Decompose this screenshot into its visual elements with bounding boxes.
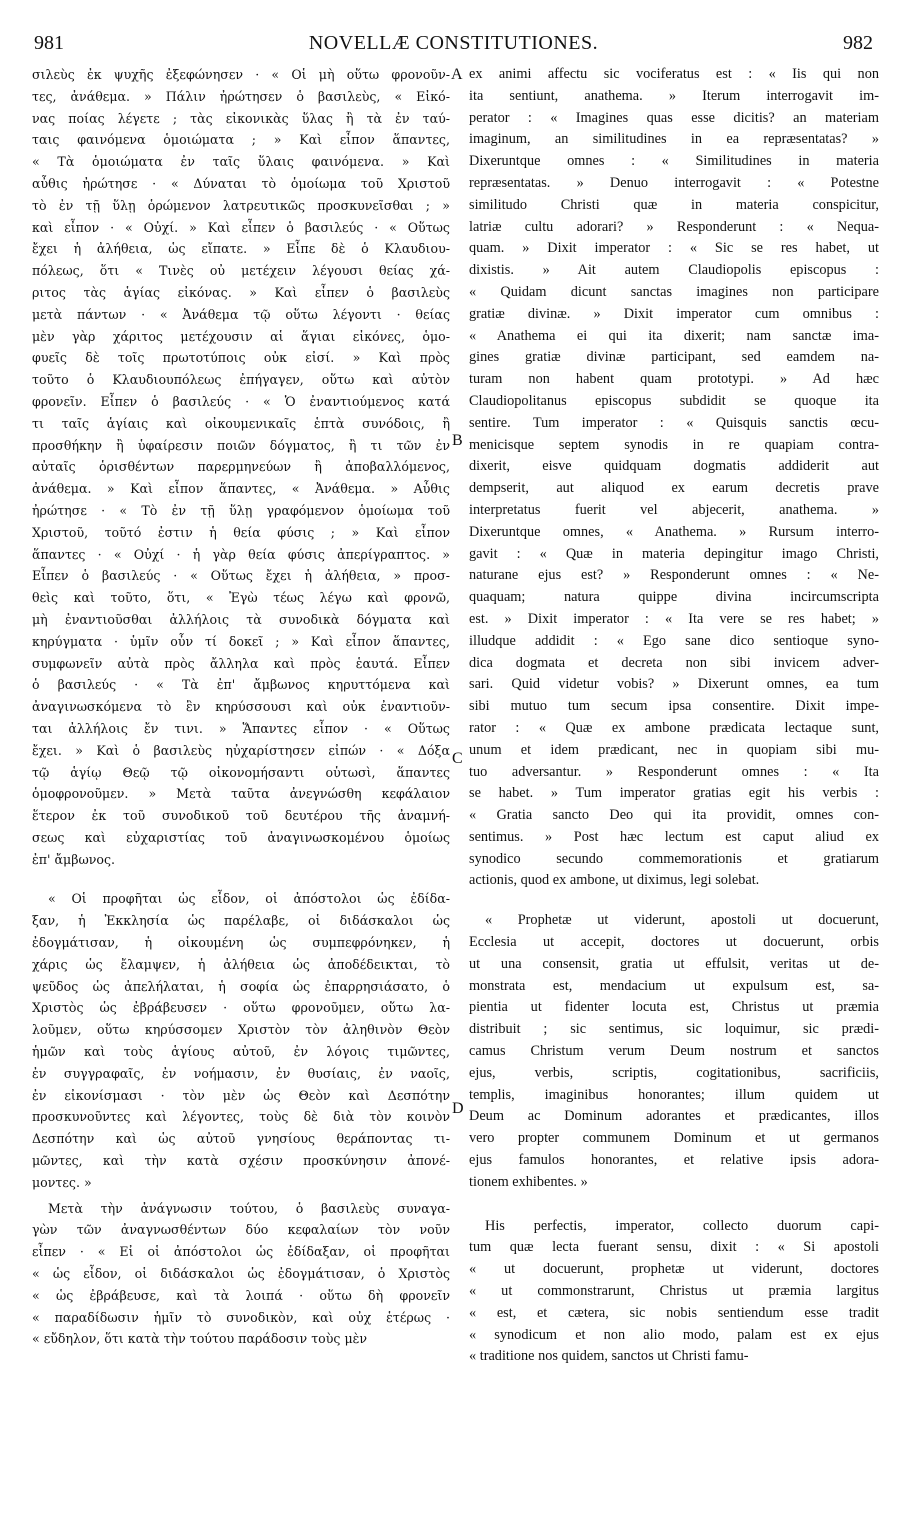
text-line: προσκυνοῦντες καὶ λέγοντες, τοὺς δὲ διὰ τὸν κοινὸν — [32, 1109, 450, 1125]
text-line: vero propter communem Dominum et ut germanos — [469, 1130, 879, 1147]
latin-column — [469, 64, 879, 1368]
text-line: Dixeruntque omnes : « Similitudines in materia — [469, 153, 879, 170]
text-line: dica dogmata et decreta non sibi invicem adver- — [469, 654, 879, 671]
text-line: σεως καὶ εὐχαριστίας τοῦ ἀναγινωσκομένου ὁμοίως — [32, 829, 450, 845]
text-line: μετὰ πάντων · « Ἀνάθεμα τῷ οὕτω λέγοντι · θείας — [32, 306, 450, 322]
text-line: ταις φαινόμενα ὁμοιώματα ; » Καὶ εἶπον ἅπαντες, — [32, 132, 450, 148]
margin-letter-b: B — [452, 432, 463, 449]
latin-paragraph — [469, 910, 879, 1193]
text-line: interpretatus fuerit vel abjecerit, anathema. » — [469, 501, 879, 518]
text-line: εἶπεν · « Εἰ οἱ ἀπόστολοι ὡς ἐδίδαξαν, οἱ προφῆται — [32, 1244, 450, 1260]
text-line: « ut docuerunt, prophetæ ut viderunt, doctores — [469, 1261, 879, 1278]
text-line: ριτος τὰς ἁγίας εἰκόνας. » Καὶ εἶπεν ὁ βασιλεὺς — [32, 284, 450, 300]
text-line: ἐπ' ἄμβωνος. — [32, 851, 116, 867]
text-line: sibi mutuo tum secum ipsa consentire. Dixit impe- — [469, 698, 879, 715]
latin-paragraph — [469, 64, 879, 892]
text-line: His perfectis, imperator, collecto duorum capi- — [485, 1217, 879, 1234]
text-line: Μετὰ τὴν ἀνάγνωσιν τούτου, ὁ βασιλεὺς συναγα- — [48, 1200, 450, 1216]
text-line: καὶ εἶπον · « Οὐχί. » Καὶ εἶπεν ὁ βασιλεύς · « Οὕτως — [32, 219, 450, 235]
text-line: αὐταῖς ὁρισθέντων παρερμηνεύων ἢ ἀποβαλλόμενος, — [32, 459, 450, 475]
latin-paragraph — [469, 1216, 879, 1369]
text-line: ται ἀλλήλοις ἔν τινι. » Ἅπαντες εἶπον · « Οὕτως — [32, 720, 450, 736]
text-line: illudque addidit : « Ego sane dico sentioque syno- — [469, 632, 879, 649]
text-line: synodico secundo commemorationis et gratiarum — [469, 850, 879, 867]
text-line: sentimus. » Post hæc lectum est caput aliud ex — [469, 828, 879, 845]
text-line: camus Christum verum Deum nostrum et sanctos — [469, 1043, 879, 1060]
text-line: τι ταῖς ἁγίαις καὶ οἰκουμενικαῖς ἑπτὰ συνόδοις, ἢ — [32, 415, 450, 431]
margin-letter-d: D — [452, 1100, 464, 1117]
page-header — [34, 32, 873, 62]
text-line: ἔχει. » Καὶ ὁ βασιλεὺς ηὐχαρίστησεν εἰπών · « Δόξα — [32, 742, 450, 758]
text-line: « παραδίδωσιν ἡμῖν τὸ συνοδικὸν, καὶ οὐχ ἑτέρως · — [32, 1309, 450, 1325]
text-line: ἐν συγγραφαῖς, ἐν νοήμασιν, ἐν θυσίαις, ἐν ναοῖς, — [32, 1065, 450, 1081]
text-line: Claudiopolitanus episcopus subdidit se quoque ita — [469, 392, 879, 409]
text-line: « traditione nos quidem, sanctos ut Christi famu- — [469, 1348, 749, 1365]
text-line: ut una consensit, gratia ut effulsit, veritas ut de- — [469, 955, 879, 972]
text-line: Δεσπότην καὶ ὡς αὐτοῦ γνησίους θεράποντας τι- — [32, 1131, 450, 1147]
text-line: χάρις ὡς ἔλαμψεν, ἡ ἀλήθεια ὡς ἀποδέδεικται, τὸ — [32, 956, 450, 972]
text-line: « Anathema ei qui ita dixerit; nam sanctæ ima- — [469, 327, 879, 344]
text-line: μοντες. » — [32, 1174, 92, 1190]
text-line: Deum ac Dominum adorantes et prædicantes, illos — [469, 1108, 879, 1125]
text-line: imaginum, an similitudines in ea repræsentatas? » — [469, 131, 879, 148]
text-line: Ecclesia ut accepit, doctores ut docuerunt, orbis — [469, 934, 879, 951]
text-line: φυεῖς δὲ τοῖς πρωτοτύποις οὐκ εἰσί. » Καὶ πρὸς — [32, 350, 450, 366]
text-line: latriæ cultu adorari? » Responderunt : « Nequa- — [469, 218, 879, 235]
text-line: actionis, quod ex ambone, ut diximus, legi solebat. — [469, 872, 760, 889]
text-line: ψεῦδος ὡς ἀπελήλαται, ἡ σοφία ὡς ἐπαρρησιάσατο, ὁ — [32, 978, 450, 994]
text-line: « Τὰ ὁμοιώματα ἐν ταῖς ὕλαις φαινόμενα. » Καὶ — [32, 154, 450, 170]
text-line: γὼν τῶν ἀναγνωσθέντων δύο κεφαλαίων τὸν νοῦν — [32, 1222, 450, 1238]
text-line: κηρύγματα · ὑμῖν οὖν τί δοκεῖ ; » Καὶ εἶπον ἅπαντες, — [32, 633, 450, 649]
text-line: pientia ut fidenter locuta est, Christus ut præmia — [469, 999, 879, 1016]
text-line: Χριστὸς ὡς ἐβράβευσεν · οὕτω φρονοῦμεν, οὕτω λα- — [32, 1000, 450, 1016]
text-line: unum et idem prædicant, nec in quopiam sibi mu- — [469, 741, 879, 758]
text-line: ex animi affectu sic vociferatus est : « Iis qui non — [469, 66, 879, 82]
text-line: gavit : « Quæ in materia depingitur imago Christi, — [469, 545, 879, 562]
text-line: dempserit, aut aliquod ex earum decretis prave — [469, 480, 879, 497]
text-line: dixistis. » Ait autem Claudiopolis episcopus : — [469, 262, 879, 279]
text-line: θεὶς καὶ τοῦτο, ὅτι, « Ἐγὼ τέως λέγω καὶ φρονῶ, — [32, 590, 450, 606]
text-line: « synodicum et non alio modo, palam est ex ejus — [469, 1326, 879, 1343]
text-line: ἡμῶν καὶ τοὺς ἁγίους αὐτοῦ, ἐν λόγοις τιμῶντες, — [32, 1044, 450, 1060]
text-line: tum quæ lecta fuerant sensu, dixit : « Si apostoli — [469, 1239, 879, 1256]
text-line: τὸ ἐν τῇ ὕλῃ ὁρώμενον λατρευτικῶς προσκυνεῖσθαι ; » — [32, 197, 450, 213]
page-number-left: 981 — [34, 32, 64, 54]
text-line: distribuit ; sic sentimus, sic loquimur, sic prædi- — [469, 1021, 879, 1038]
text-line: tuo adversantur. » Responderunt omnes : « Ita — [469, 763, 879, 780]
text-line: μὲν γὰρ χάριτος μετέχουσιν αἱ ἅγιαι εἰκόνες, ὁμο- — [32, 328, 450, 344]
text-line: ἠρώτησε · « Τὸ ἐν τῇ ὕλῃ γραφόμενον ὁμοίωμα τοῦ — [32, 502, 450, 518]
text-line: φρονεῖν. Εἶπεν ὁ βασιλεύς · « Ὁ ἐναντιούμενος κατά — [32, 393, 450, 409]
text-line: turam non habent quam prototypi. » Ad hæc — [469, 371, 879, 388]
margin-letter-a: A — [451, 66, 463, 83]
text-line: est. » Dixit imperator : « Ita vere se res habet; » — [469, 610, 879, 627]
text-line: quam. » Dixit imperator : « Sic se res habet, ut — [469, 240, 879, 257]
text-line: αὖθις ἠρώτησε · « Δύναται τὸ ὁμοίωμα τοῦ Χριστοῦ — [32, 175, 450, 191]
text-line: ἐδογμάτισαν, ἡ οἰκουμένη ὡς συμπεφρόνηκεν, ἡ — [32, 935, 450, 951]
text-line: « ut commonstrarunt, Christus ut præmia largitus — [469, 1283, 879, 1300]
text-line: menicisque septem synodis in re quapiam contra- — [469, 436, 879, 453]
text-line: σιλεὺς ἐκ ψυχῆς ἐξεφώνησεν · « Οἱ μὴ οὕτω φρονοῦν- — [32, 67, 450, 82]
text-line: Χριστοῦ, τοῦτό ἐστιν ἡ θεία φύσις ; » Καὶ εἶπον — [32, 524, 450, 540]
page-number-right: 982 — [843, 32, 873, 54]
text-line: perator : « Imagines quas esse dicitis? an materiam — [469, 109, 879, 126]
text-line: « Οἱ προφῆται ὡς εἶδον, οἱ ἀπόστολοι ὡς ἐδίδα- — [48, 891, 450, 907]
text-line: sari. Quid videtur vobis? » Dixerunt omnes, ea tum — [469, 676, 879, 693]
text-line: quaquam; natura quippe divina incircumscripta — [469, 589, 879, 606]
text-line: ὁμοφρονοῦμεν. » Μετὰ ταῦτα ἀνεγνώσθη κεφάλαιον — [32, 786, 450, 802]
text-line: ita sentiunt, anathema. » Iterum interrogavit im- — [469, 87, 879, 104]
text-line: « εὔδηλον, ὅτι κατὰ τὴν τούτου παράδοσιν τοὺς μὲν — [32, 1331, 368, 1347]
text-line: ξαν, ἡ Ἐκκλησία ὡς παρέλαβε, οἱ διδάσκαλοι ὡς — [32, 913, 450, 929]
text-line: naturane ejus est? » Responderunt omnes : « Ne- — [469, 567, 879, 584]
text-line: « Gratia sancto Deo qui ita providit, omnes con- — [469, 807, 879, 824]
greek-paragraph — [32, 1198, 450, 1351]
text-line: « Prophetæ ut viderunt, apostoli ut docuerunt, — [485, 912, 879, 929]
text-line: monstrata est, mendacium ut expulsum est, sa- — [469, 977, 879, 994]
text-line: dixerit, eisve quidquam dogmatis addiderit aut — [469, 458, 879, 475]
text-line: « Quidam dicunt sanctas imagines non participare — [469, 283, 879, 300]
running-title: NOVELLÆ CONSTITUTIONES. — [308, 32, 599, 54]
text-line: ejus, verbis, scriptis, cogitationibus, sacrificiis, — [469, 1064, 879, 1081]
text-line: ejus famulos honorantes, et relative ipsis adora- — [469, 1152, 879, 1169]
text-line: se habet. » Tum imperator gratias egit his verbis : — [469, 785, 879, 802]
text-line: μῶντες, καὶ τὴν κατὰ σχέσιν προσκύνησιν ἀπονέ- — [32, 1153, 450, 1169]
greek-paragraph — [32, 888, 450, 1193]
text-line: « est, et cætera, sic nobis sentiendum esse tradit — [469, 1304, 879, 1321]
text-line: gratiæ divinæ. » Dixit imperator cum omnibus : — [469, 305, 879, 322]
text-line: νας ποίας λέγετε ; τὰς εἰκονικὰς ὕλας ἢ τὰ ἐν ταύ- — [32, 110, 450, 126]
text-line: μὴ ἐναντιοῦσθαι ἀλλήλοις τὰ συνοδικὰ δόγματα καὶ — [32, 611, 450, 627]
text-line: προσθήκην ἢ ὑφαίρεσιν ποιῶν δόγματος, ἢ τι τῶν ἐν — [32, 437, 450, 453]
text-line: Dixeruntque omnes, « Anathema. » Rursum interro- — [469, 523, 879, 540]
text-line: gines gratiæ divinæ participant, sed eamdem na- — [469, 349, 879, 366]
greek-paragraph — [32, 64, 450, 870]
text-line: ἔχει ἡ ἀλήθεια, ὡς εἴπατε. » Εἶπε δὲ ὁ Κλαυδιου- — [32, 241, 450, 257]
text-line: ἀναγινωσκόμενα τὸ ἓν κηρύσσουσι καὶ οὐκ ἐναντιοῦν- — [32, 699, 450, 715]
text-line: τῷ ἁγίῳ Θεῷ τῷ οἰκονομήσαντι οὑτωσὶ, ἅπαντες — [32, 764, 450, 780]
text-line: tionem exhibentes. » — [469, 1173, 588, 1190]
text-line: τοῦτο ὁ Κλαυδιουπόλεως ἐπήγαγεν, οὕτω καὶ αὐτὸν — [32, 372, 450, 388]
text-line: τες, ἀνάθεμα. » Πάλιν ἠρώτησεν ὁ βασιλεὺς, « Εἰκό- — [32, 88, 450, 104]
text-line: « ὡς ἐβράβευσε, καὶ τὰ λοιπά · οὕτω δὴ φρονεῖν — [32, 1287, 450, 1303]
text-line: πόλεως, ὅτι « Τινὲς οὐ μετέχειν λέγουσι θείας χά- — [32, 263, 450, 279]
text-line: συμφωνεῖν αὐτὰ πρὸς ἄλληλα καὶ πρὸς ἑαυτά. Εἶπεν — [32, 655, 450, 671]
text-line: templis, imaginibus honorantes; illum quidem ut — [469, 1086, 879, 1103]
text-line: ἀνάθεμα. » Καὶ εἶπον ἅπαντες, « Ἀνάθεμα. » Αὖθις — [32, 481, 450, 497]
text-line: ὁ βασιλεύς · « Τὰ ἐπ' ἄμβωνος κηρυττόμενα καὶ — [32, 677, 450, 693]
text-line: ἅπαντες · « Οὐχί · ἡ γὰρ θεία φύσις ἀπερίγραπτος. » — [32, 546, 450, 562]
text-line: ἕτερον ἐκ τοῦ συνοδικοῦ τοῦ δευτέρου τῆς ἀναμνή- — [32, 808, 450, 824]
margin-letter-c: C — [452, 750, 463, 767]
text-line: ἐν εἰκονίσμασι · τὸν μὲν ὡς Θεὸν καὶ Δεσπότην — [32, 1087, 450, 1103]
greek-column — [32, 64, 450, 1350]
text-line: repræsentatas. » Denuo interrogavit : « Potestne — [469, 174, 879, 191]
text-line: similitudo Christi quæ in materia conspicitur, — [469, 196, 879, 213]
text-line: rator : « Quæ ex ambone prædicata lectaque sunt, — [469, 719, 879, 736]
text-line: λοῦμεν, οὕτω κηρύσσομεν Χριστὸν τὸν ἀληθινὸν Θεὸν — [32, 1022, 450, 1038]
text-line: « ὡς εἶδον, οἱ διδάσκαλοι ὡς ἐδογμάτισαν, ὁ Χριστὸς — [32, 1266, 450, 1282]
text-line: Εἶπεν ὁ βασιλεύς · « Οὕτως ἔχει ἡ ἀλήθεια, » προσ- — [32, 568, 450, 584]
text-line: sentire. Tum imperator : « Quisquis sanctis œcu- — [469, 414, 879, 431]
